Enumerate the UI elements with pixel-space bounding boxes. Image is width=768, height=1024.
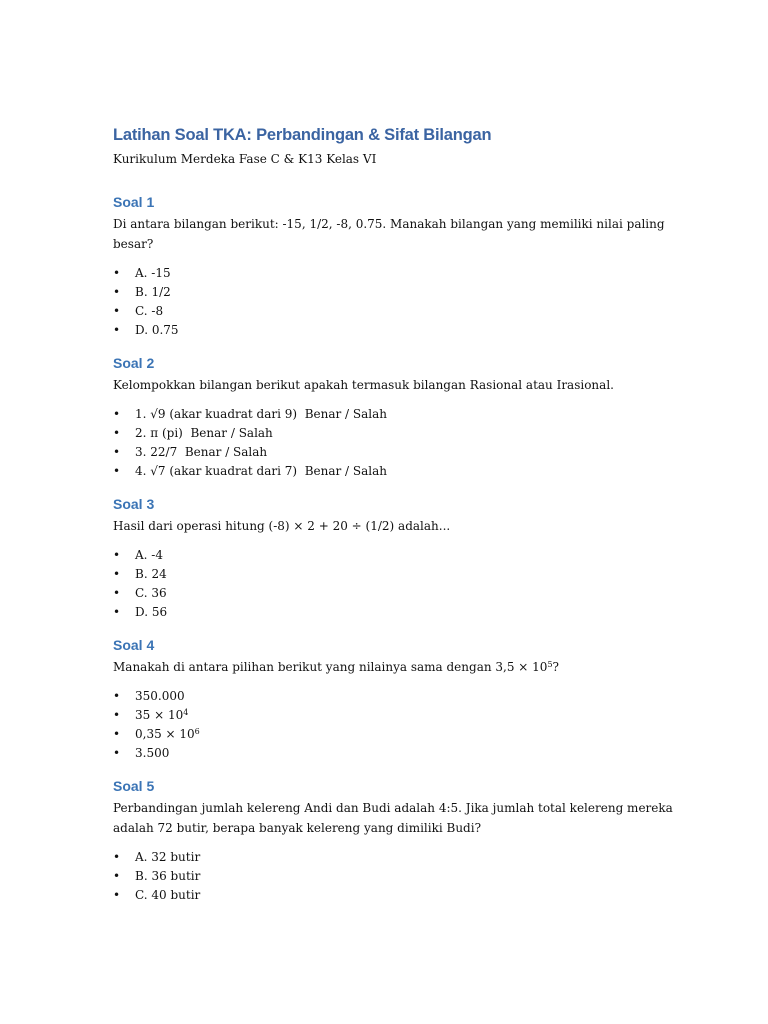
list-item: [113, 405, 673, 424]
question-5-heading: Soal 5: [113, 778, 155, 794]
question-4-text-main: Manakah di antara pilihan berikut yang nilainya sama dengan 3,5 × 10: [113, 660, 548, 674]
option-exponent: 6: [194, 727, 200, 736]
option-label: C. 40 butir: [135, 888, 201, 902]
option-label: B. 1/2: [135, 285, 171, 299]
bullet-icon: •: [113, 586, 121, 600]
bullet-icon: •: [113, 426, 121, 440]
option-label: C. 36: [135, 586, 167, 600]
question-2-heading: Soal 2: [113, 355, 155, 371]
question-1-text: Di antara bilangan berikut: -15, 1/2, -8, 0.75. Manakah bilangan yang memiliki nilai paling besar?: [113, 217, 665, 251]
list-item: [113, 321, 673, 340]
option-label: A. -15: [135, 266, 171, 280]
option-label: D. 0.75: [135, 323, 179, 337]
list-item: [113, 283, 673, 302]
list-item: [113, 424, 673, 443]
question-3-heading: Soal 3: [113, 496, 155, 512]
bullet-icon: •: [113, 567, 121, 581]
question-1-options: [113, 264, 673, 340]
question-4-options: [113, 687, 673, 763]
list-item: [113, 867, 673, 886]
list-item: [113, 603, 673, 622]
bullet-icon: •: [113, 407, 121, 421]
list-item: [113, 706, 673, 725]
question-2: [113, 353, 673, 481]
bullet-icon: •: [113, 869, 121, 883]
option-label: A. -4: [135, 548, 163, 562]
bullet-icon: •: [113, 689, 121, 703]
question-5: [113, 776, 673, 905]
bullet-icon: •: [113, 548, 121, 562]
bullet-icon: •: [113, 464, 121, 478]
bullet-icon: •: [113, 850, 121, 864]
bullet-icon: •: [113, 888, 121, 902]
bullet-icon: •: [113, 266, 121, 280]
question-5-text: Perbandingan jumlah kelereng Andi dan Budi adalah 4:5. Jika jumlah total kelereng mereka adalah 72 butir, berapa banyak kelereng yang dimiliki Budi?: [113, 801, 673, 835]
question-3-text: Hasil dari operasi hitung (-8) × 2 + 20 ÷ (1/2) adalah...: [113, 519, 451, 533]
list-item: [113, 462, 673, 481]
option-label: 2. π (pi) Benar / Salah: [135, 426, 273, 440]
option-label: C. -8: [135, 304, 164, 318]
option-label: D. 56: [135, 605, 168, 619]
question-3-options: [113, 546, 673, 622]
question-5-options: [113, 848, 673, 905]
question-4: [113, 635, 673, 763]
list-item: [113, 443, 673, 462]
question-4-exponent: 5: [547, 660, 553, 669]
question-1-heading: Soal 1: [113, 194, 155, 210]
list-item: [113, 725, 673, 744]
document-page: [113, 124, 673, 905]
document-title: Latihan Soal TKA: Perbandingan & Sifat Bilangan: [113, 126, 492, 144]
bullet-icon: •: [113, 746, 121, 760]
question-4-text-end: ?: [552, 660, 559, 674]
option-label: A. 32 butir: [135, 850, 201, 864]
list-item: [113, 565, 673, 584]
bullet-icon: •: [113, 304, 121, 318]
list-item: [113, 584, 673, 603]
option-label: 35 × 10: [135, 708, 184, 722]
question-4-heading: Soal 4: [113, 637, 155, 653]
option-label: 4. √7 (akar kuadrat dari 7) Benar / Salah: [135, 464, 388, 478]
list-item: [113, 264, 673, 283]
bullet-icon: •: [113, 285, 121, 299]
option-exponent: 4: [183, 708, 189, 717]
bullet-icon: •: [113, 445, 121, 459]
question-2-options: [113, 405, 673, 481]
option-label: 350.000: [135, 689, 185, 703]
bullet-icon: •: [113, 605, 121, 619]
option-label: 0,35 × 10: [135, 727, 195, 741]
option-label: 1. √9 (akar kuadrat dari 9) Benar / Salah: [135, 407, 388, 421]
option-label: B. 24: [135, 567, 167, 581]
option-label: 3. 22/7 Benar / Salah: [135, 445, 268, 459]
list-item: [113, 886, 673, 905]
question-4-text: [113, 657, 673, 677]
document-subtitle: Kurikulum Merdeka Fase C & K13 Kelas VI: [113, 152, 377, 166]
option-label: B. 36 butir: [135, 869, 201, 883]
bullet-icon: •: [113, 727, 121, 741]
list-item: [113, 302, 673, 321]
list-item: [113, 546, 673, 565]
list-item: [113, 848, 673, 867]
bullet-icon: •: [113, 708, 121, 722]
list-item: [113, 687, 673, 706]
question-1: [113, 192, 673, 340]
list-item: [113, 744, 673, 763]
bullet-icon: •: [113, 323, 121, 337]
question-2-text: Kelompokkan bilangan berikut apakah termasuk bilangan Rasional atau Irasional.: [113, 378, 614, 392]
option-label: 3.500: [135, 746, 170, 760]
question-3: [113, 494, 673, 622]
